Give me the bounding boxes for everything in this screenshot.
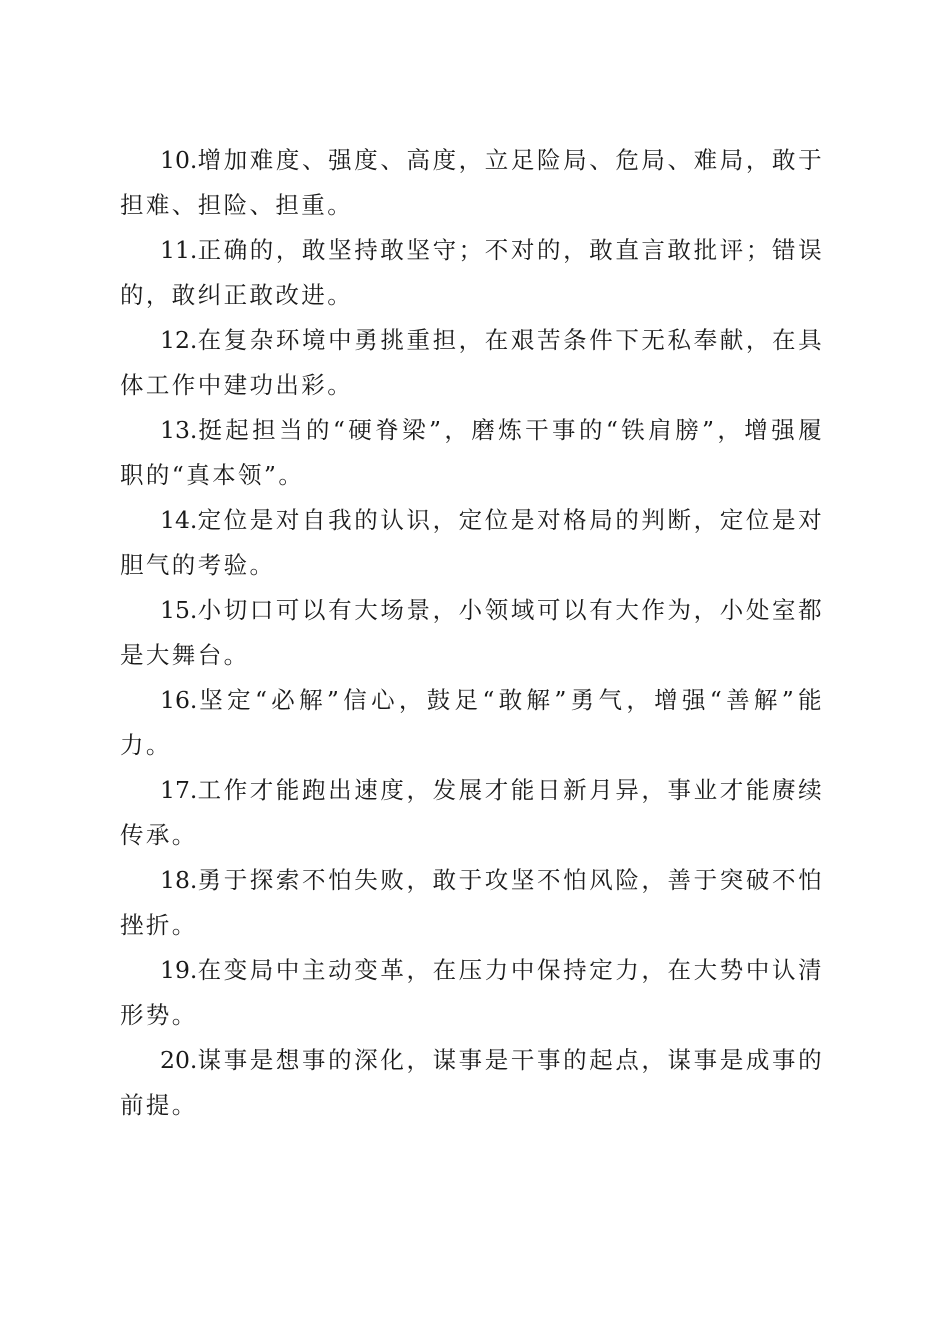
list-item xyxy=(120,138,824,228)
item-text: 定位是对自我的认识，定位是对格局的判断，定位是对胆气的考验。 xyxy=(120,506,824,579)
item-number: 15. xyxy=(160,596,198,624)
list-item xyxy=(120,588,824,678)
item-number: 20. xyxy=(160,1046,198,1074)
item-text: 工作才能跑出速度，发展才能日新月异，事业才能赓续传承。 xyxy=(120,776,824,849)
list-item xyxy=(120,498,824,588)
item-number: 19. xyxy=(160,956,198,984)
item-text: 在变局中主动变革，在压力中保持定力，在大势中认清形势。 xyxy=(120,956,824,1029)
item-text: 在复杂环境中勇挑重担，在艰苦条件下无私奉献，在具体工作中建功出彩。 xyxy=(120,326,824,399)
list-item xyxy=(120,318,824,408)
item-number: 13. xyxy=(160,416,198,444)
list-item xyxy=(120,1038,824,1128)
item-text: 增加难度、强度、高度，立足险局、危局、难局，敢于担难、担险、担重。 xyxy=(120,146,824,219)
list-item xyxy=(120,678,824,768)
item-number: 18. xyxy=(160,866,198,894)
item-text: 勇于探索不怕失败，敢于攻坚不怕风险，善于突破不怕挫折。 xyxy=(120,866,824,939)
document-body xyxy=(120,138,824,1128)
item-number: 17. xyxy=(160,776,198,804)
item-number: 11. xyxy=(160,236,198,264)
list-item xyxy=(120,768,824,858)
item-text: 坚定“必解”信心，鼓足“敢解”勇气，增强“善解”能力。 xyxy=(120,686,824,759)
item-text: 小切口可以有大场景，小领域可以有大作为，小处室都是大舞台。 xyxy=(120,596,824,669)
list-item xyxy=(120,228,824,318)
item-number: 16. xyxy=(160,686,198,714)
item-text: 谋事是想事的深化，谋事是干事的起点，谋事是成事的前提。 xyxy=(120,1046,824,1119)
item-number: 10. xyxy=(160,146,198,174)
item-text: 正确的，敢坚持敢坚守；不对的，敢直言敢批评；错误的，敢纠正敢改进。 xyxy=(120,236,824,309)
item-number: 12. xyxy=(160,326,198,354)
list-item xyxy=(120,858,824,948)
item-text: 挺起担当的“硬脊梁”，磨炼干事的“铁肩膀”，增强履职的“真本领”。 xyxy=(120,416,824,489)
item-number: 14. xyxy=(160,506,198,534)
list-item xyxy=(120,408,824,498)
list-item xyxy=(120,948,824,1038)
